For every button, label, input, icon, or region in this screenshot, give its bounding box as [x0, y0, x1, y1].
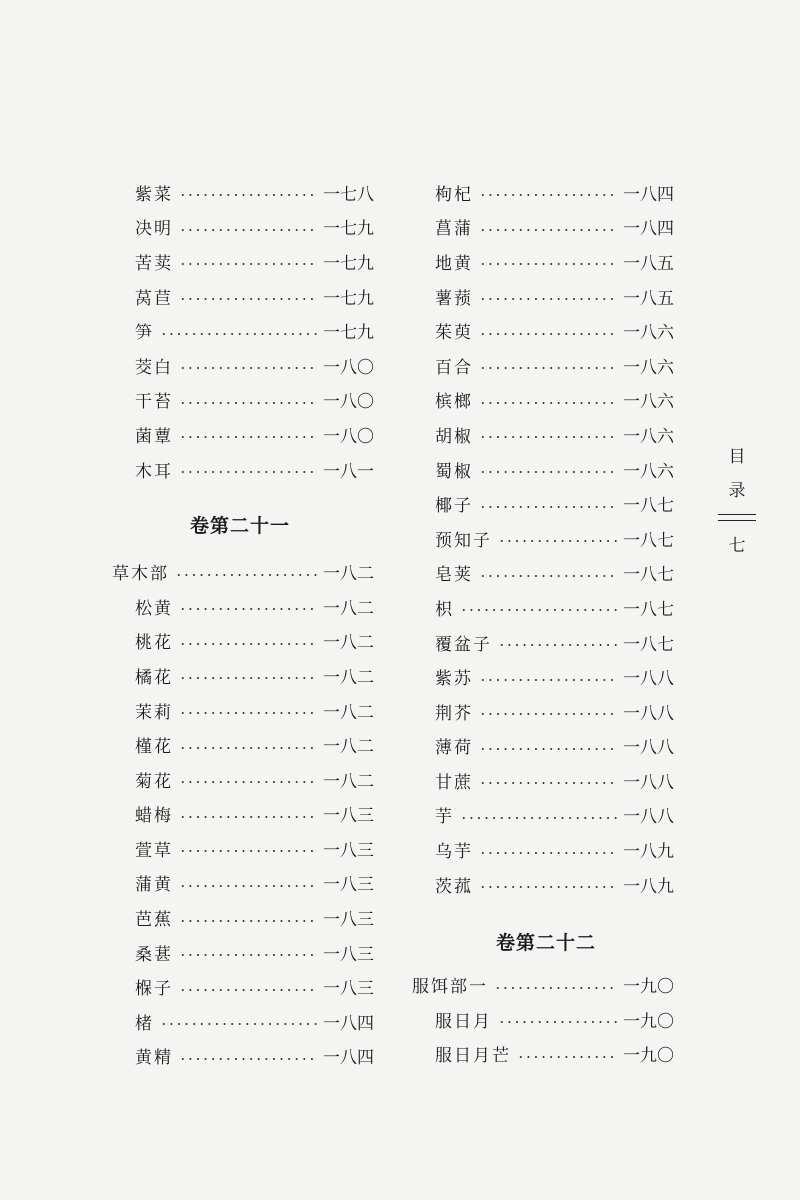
toc-entry-page: 一八六: [623, 461, 674, 482]
toc-entry: [112, 834, 374, 869]
dot-leader: [179, 608, 317, 610]
toc-entry: [412, 628, 674, 663]
toc-entry-title: 薯蓣: [435, 288, 473, 309]
dot-leader: [179, 643, 317, 645]
toc-entry-title: 服日月: [435, 1011, 492, 1032]
toc-entry-title: 荆芥: [435, 703, 473, 724]
dot-leader: [179, 194, 317, 196]
toc-entry: [112, 661, 374, 696]
toc-entry-title: 槿花: [135, 737, 173, 758]
toc-left-column: [112, 178, 374, 1076]
dot-leader: [460, 609, 617, 611]
toc-entry: [112, 938, 374, 973]
toc-entry-page: 一八〇: [323, 426, 374, 447]
toc-entry-title: 木耳: [135, 461, 173, 482]
page-number: 七: [728, 536, 746, 556]
toc-entry: [412, 662, 674, 697]
toc-entry-page: 一八一: [323, 461, 374, 482]
toc-entry-page: 一八八: [623, 738, 674, 759]
toc-entry-page: 一八五: [623, 288, 674, 309]
toc-entry-page: 一八八: [623, 807, 674, 828]
toc-entry: [412, 386, 674, 421]
toc-entry: [112, 351, 374, 386]
dot-leader: [179, 885, 317, 887]
toc-entry-page: 一八三: [323, 806, 374, 827]
toc-entry-page: 一八三: [323, 910, 374, 931]
toc-entry-title: 枳: [435, 599, 454, 620]
toc-entry: [412, 282, 674, 317]
toc-entry-page: 一八四: [623, 184, 674, 205]
toc-entry-title: 蒲黄: [135, 875, 173, 896]
dot-leader: [179, 816, 317, 818]
toc-entry: [112, 386, 374, 421]
toc-entry-page: 一八八: [623, 669, 674, 690]
toc-entry-page: 一八四: [323, 1013, 374, 1034]
running-header: [718, 440, 756, 563]
toc-entry: [412, 593, 674, 628]
dot-leader: [179, 954, 317, 956]
toc-entry: [112, 1042, 374, 1077]
toc-entry-title: 芭蕉: [135, 910, 173, 931]
toc-entry-title: 预知子: [435, 530, 492, 551]
dot-leader: [460, 817, 617, 819]
toc-entry-title: 覆盆子: [435, 634, 492, 655]
toc-entry: [112, 696, 374, 731]
volume-heading: 卷第二十二: [496, 931, 597, 954]
toc-entry-page: 一八三: [323, 944, 374, 965]
toc-entry: [412, 1040, 674, 1075]
toc-entry-title: 笋: [135, 323, 154, 344]
toc-entry-title: 楮: [135, 1013, 154, 1034]
dot-leader: [479, 436, 617, 438]
toc-entry: [112, 282, 374, 317]
toc-entry-page: 一八二: [323, 564, 374, 585]
dot-leader: [160, 333, 317, 335]
toc-entry-page: 一八七: [623, 496, 674, 517]
toc-entry-title: 菊花: [135, 771, 173, 792]
toc-entry: [412, 697, 674, 732]
toc-entry: [112, 765, 374, 800]
dot-leader: [175, 574, 317, 576]
toc-entry-title: 芋: [435, 807, 454, 828]
dot-leader: [479, 782, 617, 784]
dot-leader: [179, 298, 317, 300]
toc-entry-page: 一八二: [323, 633, 374, 654]
toc-entry: [412, 1005, 674, 1040]
toc-entry: [112, 592, 374, 627]
toc-entry-page: 一八五: [623, 253, 674, 274]
dot-leader: [498, 540, 617, 542]
toc-entry-title: 干苔: [135, 392, 173, 413]
running-header-char-2: 录: [728, 481, 746, 501]
toc-entry-title: 茱萸: [435, 323, 473, 344]
toc-entry-title: 桑葚: [135, 944, 173, 965]
toc-entry-title: 乌芋: [435, 842, 473, 863]
toc-entry-page: 一八三: [323, 840, 374, 861]
toc-section-entry: [412, 970, 674, 1005]
toc-entry-page: 一八〇: [323, 392, 374, 413]
toc-entry: [412, 316, 674, 351]
dot-leader: [179, 920, 317, 922]
toc-entry: [412, 178, 674, 213]
dot-leader: [479, 298, 617, 300]
toc-entry-title: 薄荷: [435, 738, 473, 759]
toc-entry: [412, 801, 674, 836]
toc-entry: [112, 903, 374, 938]
toc-entry-title: 槟榔: [435, 392, 473, 413]
toc-entry-page: 一八三: [323, 875, 374, 896]
toc-entry-page: 一八九: [623, 842, 674, 863]
dot-leader: [479, 333, 617, 335]
toc-entry: [412, 247, 674, 282]
dot-leader: [494, 987, 617, 989]
toc-entry-title: 服日月芒: [435, 1046, 511, 1067]
running-header-char-1: 目: [728, 447, 746, 467]
toc-entry-page: 一七九: [323, 323, 374, 344]
toc-entry-page: 一八二: [323, 702, 374, 723]
dot-leader: [479, 263, 617, 265]
toc-entry-title: 茭白: [135, 357, 173, 378]
toc-entry: [112, 869, 374, 904]
dot-leader: [479, 402, 617, 404]
toc-entry-page: 一九〇: [623, 1046, 674, 1067]
dot-leader: [479, 679, 617, 681]
toc-entry: [412, 870, 674, 905]
dot-leader: [179, 1058, 317, 1060]
toc-entry-title: 服饵部一: [412, 977, 488, 998]
dot-leader: [179, 712, 317, 714]
toc-entry-page: 一八四: [623, 219, 674, 240]
dot-leader: [179, 229, 317, 231]
toc-entry-page: 一七八: [323, 184, 374, 205]
toc-entry-title: 蜡梅: [135, 806, 173, 827]
toc-entry-page: 一八六: [623, 357, 674, 378]
toc-entry-title: 茨菰: [435, 876, 473, 897]
toc-entry-page: 一八二: [323, 598, 374, 619]
toc-entry: [112, 178, 374, 213]
dot-leader: [479, 575, 617, 577]
toc-entry-page: 一八三: [323, 979, 374, 1000]
toc-entry-page: 一八九: [623, 876, 674, 897]
dot-leader: [479, 194, 617, 196]
toc-entry-page: 一八六: [623, 426, 674, 447]
toc-entry-title: 蜀椒: [435, 461, 473, 482]
toc-entry-page: 一八七: [623, 634, 674, 655]
toc-entry-title: 菖蒲: [435, 219, 473, 240]
dot-leader: [479, 852, 617, 854]
toc-entry-title: 地黄: [435, 253, 473, 274]
dot-leader: [179, 989, 317, 991]
dot-leader: [179, 402, 317, 404]
dot-leader: [479, 506, 617, 508]
dot-leader: [179, 781, 317, 783]
dot-leader: [179, 436, 317, 438]
toc-entry: [412, 766, 674, 801]
toc-entry: [412, 732, 674, 767]
toc-entry-title: 桃花: [135, 633, 173, 654]
toc-entry-title: 莴苣: [135, 288, 173, 309]
toc-entry: [112, 1007, 374, 1042]
dot-leader: [479, 748, 617, 750]
toc-entry: [412, 835, 674, 870]
toc-entry-title: 菌蕈: [135, 426, 173, 447]
dot-leader: [479, 886, 617, 888]
toc-entry-page: 一八二: [323, 667, 374, 688]
toc-entry-page: 一八七: [623, 530, 674, 551]
toc-entry: [112, 420, 374, 455]
toc-entry: [412, 420, 674, 455]
dot-leader: [479, 367, 617, 369]
dot-leader: [179, 367, 317, 369]
toc-entry-page: 一八七: [623, 599, 674, 620]
dot-leader: [179, 747, 317, 749]
toc-entry-page: 一八四: [323, 1048, 374, 1069]
dot-leader: [179, 263, 317, 265]
toc-entry: [412, 524, 674, 559]
toc-entry-page: 一七九: [323, 219, 374, 240]
toc-entry-title: 百合: [435, 357, 473, 378]
toc-entry: [112, 627, 374, 662]
toc-entry-title: 紫菜: [135, 184, 173, 205]
toc-entry-page: 一八七: [623, 565, 674, 586]
running-header-rule: [718, 514, 756, 521]
toc-entry: [112, 316, 374, 351]
toc-entry-title: 甘蔗: [435, 772, 473, 793]
dot-leader: [479, 471, 617, 473]
toc-entry: [112, 972, 374, 1007]
dot-leader: [479, 713, 617, 715]
toc-entry: [112, 800, 374, 835]
dot-leader: [498, 1021, 617, 1023]
dot-leader: [179, 471, 317, 473]
toc-entry-page: 一八二: [323, 771, 374, 792]
toc-entry-page: 一八八: [623, 703, 674, 724]
toc-entry: [412, 489, 674, 524]
toc-entry-title: 萱草: [135, 840, 173, 861]
toc-entry: [412, 213, 674, 248]
toc-entry: [412, 559, 674, 594]
dot-leader: [517, 1056, 617, 1058]
toc-section-entry: [112, 557, 374, 592]
toc-entry: [412, 455, 674, 490]
toc-right-column: [412, 178, 674, 1074]
toc-entry-title: 苦荬: [135, 253, 173, 274]
toc-entry-page: 一八八: [623, 772, 674, 793]
toc-entry: [412, 351, 674, 386]
toc-entry-page: 一九〇: [623, 1011, 674, 1032]
toc-entry-title: 黄精: [135, 1048, 173, 1069]
dot-leader: [179, 850, 317, 852]
toc-entry: [112, 247, 374, 282]
toc-entry-page: 一八〇: [323, 357, 374, 378]
toc-entry: [112, 455, 374, 490]
toc-entry-title: 枸杞: [435, 184, 473, 205]
toc-entry-page: 一七九: [323, 288, 374, 309]
toc-entry-page: 一九〇: [623, 977, 674, 998]
toc-entry-page: 一八六: [623, 323, 674, 344]
toc-entry-title: 草木部: [112, 564, 169, 585]
toc-entry-title: 茉莉: [135, 702, 173, 723]
toc-entry-title: 椰子: [435, 496, 473, 517]
toc-entry: [112, 213, 374, 248]
dot-leader: [160, 1023, 317, 1025]
dot-leader: [498, 644, 617, 646]
toc-entry-title: 决明: [135, 219, 173, 240]
toc-entry-title: 皂荚: [435, 565, 473, 586]
volume-heading: 卷第二十一: [190, 514, 291, 537]
toc-entry-title: 松黄: [135, 598, 173, 619]
toc-entry-page: 一八六: [623, 392, 674, 413]
toc-entry-title: 紫苏: [435, 669, 473, 690]
dot-leader: [479, 229, 617, 231]
toc-entry-page: 一七九: [323, 253, 374, 274]
toc-entry-title: 橘花: [135, 667, 173, 688]
toc-entry-page: 一八二: [323, 737, 374, 758]
toc-entry-title: 椺子: [135, 979, 173, 1000]
toc-entry-title: 胡椒: [435, 426, 473, 447]
toc-entry: [112, 730, 374, 765]
dot-leader: [179, 677, 317, 679]
